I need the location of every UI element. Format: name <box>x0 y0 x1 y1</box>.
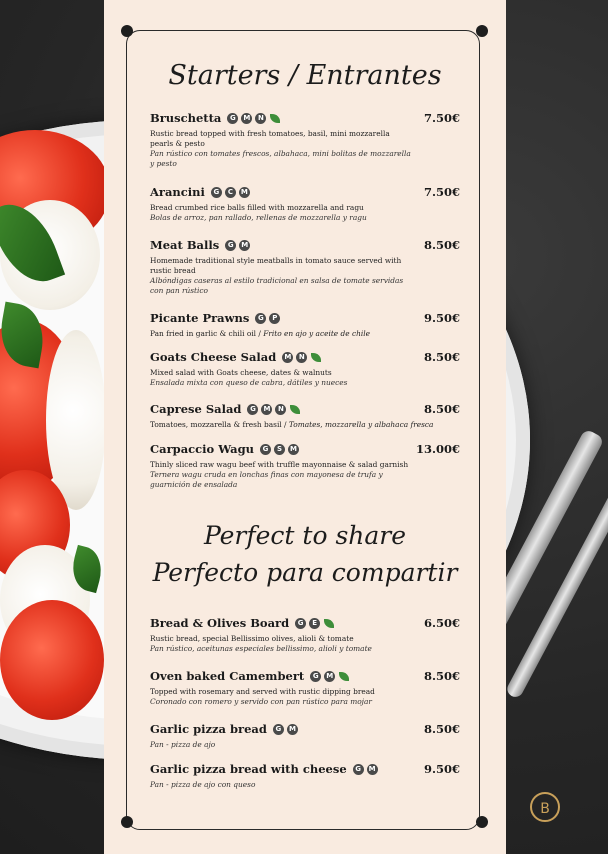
gluten-icon: G <box>227 113 238 124</box>
gluten-icon: G <box>211 187 222 198</box>
allergen-icons <box>295 618 334 629</box>
nuts-icon: N <box>275 404 286 415</box>
separator: / <box>256 329 264 338</box>
item-description-en: Homemade traditional style meatballs in tomato sauce served with rustic bread <box>150 256 402 275</box>
allergen-icons <box>260 444 299 455</box>
milk-icon: M <box>239 240 250 251</box>
item-name: Garlic pizza bread <box>150 722 267 736</box>
item-price: 8.50€ <box>423 350 460 364</box>
item-description-es: Ensalada mixta con queso de cabra, dátiles y nueces <box>150 378 348 387</box>
menu-item <box>150 442 460 490</box>
item-description <box>150 329 450 339</box>
item-description-es: Pan - pizza de ajo <box>150 740 216 749</box>
item-description-es: Ternera wagu cruda en lonchas finas con mayonesa de trufa y guarnición de ensalada <box>150 470 383 489</box>
gluten-icon: G <box>295 618 306 629</box>
menu-item <box>150 311 460 339</box>
starters-title: Starters / Entrantes <box>168 60 442 91</box>
share-title-es: Perfecto para compartir <box>152 558 458 587</box>
item-name-row <box>150 402 460 416</box>
item-description-es: Pan - pizza de ajo con queso <box>150 780 256 789</box>
menu-item <box>150 238 460 296</box>
item-description-en: Topped with rosemary and served with rustic dipping bread <box>150 687 375 696</box>
corner-dot <box>121 816 133 828</box>
item-name-row <box>150 669 460 683</box>
item-price: 13.00€ <box>415 442 460 456</box>
gluten-icon: G <box>273 724 284 735</box>
menu-item <box>150 762 460 790</box>
item-name: Caprese Salad <box>150 402 242 416</box>
item-description-en: Bread crumbed rice balls filled with mozzarella and ragu <box>150 203 364 212</box>
item-price: 7.50€ <box>423 185 460 199</box>
allergen-icons <box>227 113 280 124</box>
menu-item <box>150 616 460 654</box>
item-name: Picante Prawns <box>150 311 250 325</box>
allergen-icons <box>247 404 300 415</box>
item-name-row <box>150 722 460 736</box>
nuts-icon: N <box>255 113 266 124</box>
item-description-en: Tomatoes, mozzarella & fresh basil <box>150 420 282 429</box>
item-description-en: Mixed salad with Goats cheese, dates & walnuts <box>150 368 332 377</box>
item-name: Garlic pizza bread with cheese <box>150 762 347 776</box>
item-name-row <box>150 238 460 252</box>
vegetarian-leaf-icon <box>311 353 321 362</box>
item-price: 7.50€ <box>423 111 460 125</box>
gluten-icon: G <box>255 313 266 324</box>
item-name: Oven baked Camembert <box>150 669 305 683</box>
milk-icon: M <box>288 444 299 455</box>
milk-icon: M <box>287 724 298 735</box>
item-description <box>150 420 450 430</box>
item-description-en: Rustic bread topped with fresh tomatoes, basil, mini mozzarella pearls & pesto <box>150 129 390 148</box>
allergen-icons <box>273 724 298 735</box>
item-name: Goats Cheese Salad <box>150 350 277 364</box>
item-description-es: Pan rústico, aceitunas especiales bellissimo, alioli y tomate <box>150 644 372 653</box>
egg-icon: E <box>309 618 320 629</box>
milk-icon: M <box>324 671 335 682</box>
item-description-es: Pan rústico con tomates frescos, albahaca, mini bolitas de mozzarella y pesto <box>150 149 411 168</box>
vegetarian-leaf-icon <box>290 405 300 414</box>
item-name-row <box>150 762 460 776</box>
item-name-row <box>150 616 460 630</box>
corner-dot <box>476 25 488 37</box>
item-price: 8.50€ <box>423 669 460 683</box>
item-name-row <box>150 311 460 325</box>
item-name: Bruschetta <box>150 111 222 125</box>
item-price: 9.50€ <box>423 311 460 325</box>
allergen-icons <box>282 352 321 363</box>
vegetarian-leaf-icon <box>270 114 280 123</box>
item-description-es: Tomates, mozzarella y albahaca fresca <box>288 420 434 429</box>
item-name: Meat Balls <box>150 238 220 252</box>
menu-item <box>150 722 460 750</box>
menu-item <box>150 669 460 707</box>
mustard-icon: S <box>274 444 285 455</box>
gluten-icon: G <box>247 404 258 415</box>
item-description-es: Bolas de arroz, pan rallado, rellenas de mozzarella y ragu <box>150 213 367 222</box>
milk-icon: M <box>282 352 293 363</box>
item-price: 8.50€ <box>423 722 460 736</box>
gluten-icon: G <box>353 764 364 775</box>
allergen-icons <box>211 187 250 198</box>
menu-card <box>104 0 506 854</box>
brand-logo: B <box>530 792 560 822</box>
milk-icon: M <box>261 404 272 415</box>
item-name-row <box>150 185 460 199</box>
separator: / <box>281 420 289 429</box>
item-name-row <box>150 442 460 456</box>
gluten-icon: G <box>260 444 271 455</box>
item-description-en: Thinly sliced raw wagu beef with truffle mayonnaise & salad garnish <box>150 460 409 469</box>
item-name: Arancini <box>150 185 205 199</box>
menu-item <box>150 111 460 169</box>
item-description-es: Frito en ajo y aceite de chile <box>263 329 370 338</box>
allergen-icons <box>255 313 280 324</box>
corner-dot <box>476 816 488 828</box>
item-price: 6.50€ <box>423 616 460 630</box>
allergen-icons <box>353 764 378 775</box>
item-name-row <box>150 350 460 364</box>
nuts-icon: N <box>296 352 307 363</box>
item-price: 8.50€ <box>423 402 460 416</box>
corner-dot <box>121 25 133 37</box>
vegetarian-leaf-icon <box>339 672 349 681</box>
milk-icon: M <box>239 187 250 198</box>
allergen-icons <box>310 671 349 682</box>
milk-icon: M <box>367 764 378 775</box>
item-description-en: Pan fried in garlic & chili oil <box>150 329 257 338</box>
item-name: Carpaccio Wagu <box>150 442 254 456</box>
menu-item <box>150 185 460 223</box>
milk-icon: M <box>241 113 252 124</box>
crustacean-icon: P <box>269 313 280 324</box>
item-name-row <box>150 111 460 125</box>
menu-item <box>150 350 460 388</box>
menu-item <box>150 402 460 430</box>
share-title-en: Perfect to share <box>203 521 407 550</box>
item-description-es: Albóndigas caseras al estilo tradicional en salsa de tomate servidas con pan rústico <box>150 276 404 295</box>
celery-icon: C <box>225 187 236 198</box>
vegetarian-leaf-icon <box>324 619 334 628</box>
item-description-es: Coronado con romero y servido con pan rústico para mojar <box>150 697 372 706</box>
gluten-icon: G <box>225 240 236 251</box>
item-price: 8.50€ <box>423 238 460 252</box>
allergen-icons <box>225 240 250 251</box>
gluten-icon: G <box>310 671 321 682</box>
item-description-en: Rustic bread, special Bellissimo olives, alioli & tomate <box>150 634 354 643</box>
item-name: Bread & Olives Board <box>150 616 290 630</box>
item-price: 9.50€ <box>423 762 460 776</box>
